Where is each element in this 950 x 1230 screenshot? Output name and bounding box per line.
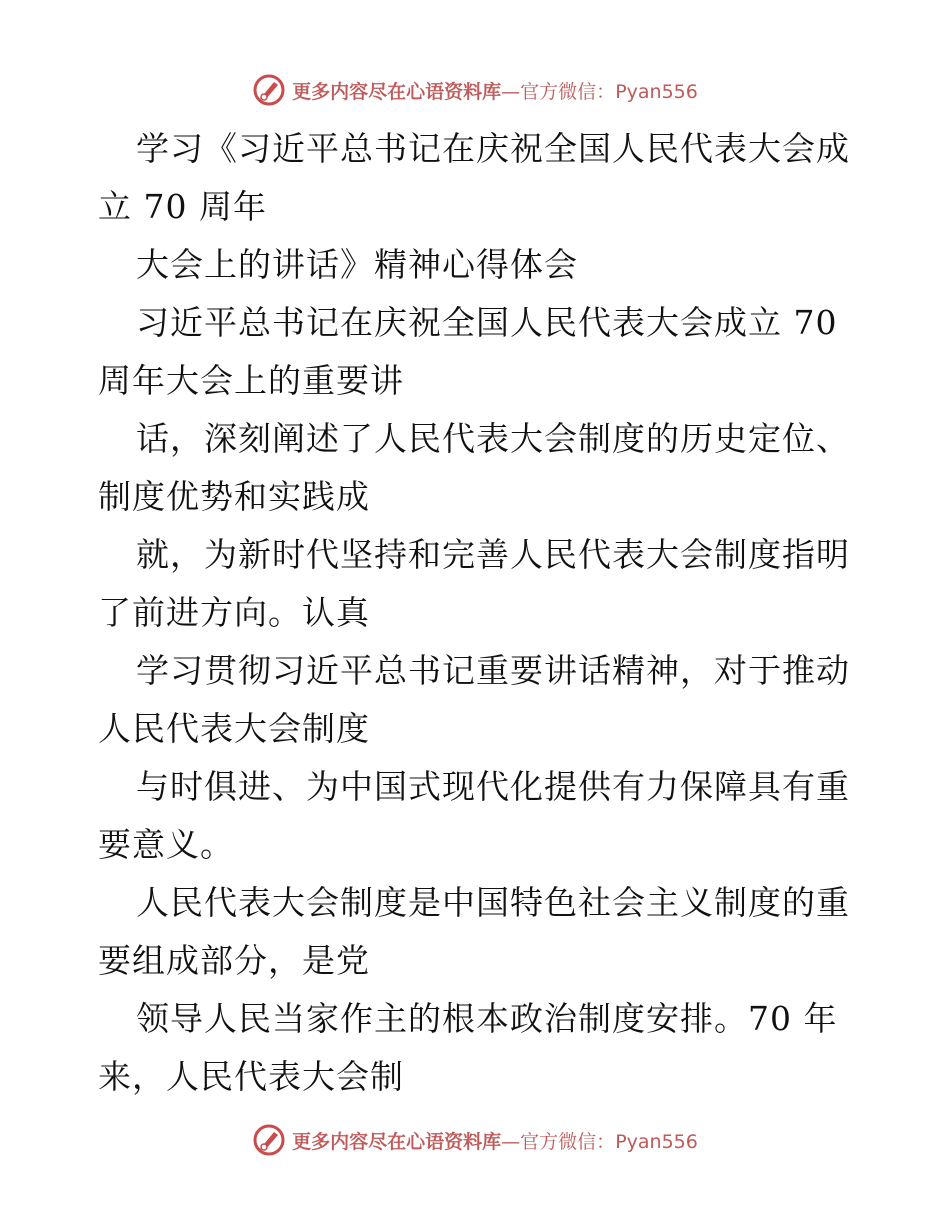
text-line: 立 70 周年: [98, 187, 267, 226]
watermark-text: [292, 1127, 698, 1154]
brush-logo-icon: [252, 1123, 286, 1157]
header-watermark: [0, 70, 950, 110]
text-line: 就，为新时代坚持和完善人民代表大会制度指明: [136, 535, 850, 574]
watermark-main-text: 更多内容尽在心语资料库: [292, 1130, 502, 1153]
text-line: 人民代表大会制度: [98, 709, 370, 748]
text-line: 话，深刻阐述了人民代表大会制度的历史定位、: [136, 419, 850, 458]
watermark-main-text: 更多内容尽在心语资料库: [292, 80, 502, 103]
brush-logo-icon: [252, 73, 286, 107]
text-line: 学习《习近平总书记在庆祝全国人民代表大会成: [136, 129, 850, 168]
document-body: [98, 120, 858, 1106]
text-line: 与时俱进、为中国式现代化提供有力保障具有重: [136, 767, 850, 806]
text-line: 人民代表大会制度是中国特色社会主义制度的重: [136, 883, 850, 922]
watermark-separator: —: [501, 80, 521, 103]
footer-watermark: [0, 1120, 950, 1160]
text-line: 大会上的讲话》精神心得体会: [136, 245, 578, 284]
text-line: 要组成部分，是党: [98, 941, 370, 980]
text-line: 制度优势和实践成: [98, 477, 370, 516]
text-line: 领导人民当家作主的根本政治制度安排。70 年: [136, 999, 838, 1038]
watermark-label: 官方微信：: [520, 1130, 616, 1153]
text-line: 学习贯彻习近平总书记重要讲话精神，对于推动: [136, 651, 850, 690]
text-line: 习近平总书记在庆祝全国人民代表大会成立 70: [136, 303, 838, 342]
watermark-label: 官方微信：: [520, 80, 616, 103]
text-line: 来，人民代表大会制: [98, 1057, 404, 1096]
text-line: 要意义。: [98, 825, 234, 864]
text-line: 了前进方向。认真: [98, 593, 370, 632]
watermark-wechat-id: Pyan556: [615, 80, 698, 103]
watermark-text: [292, 77, 698, 104]
watermark-separator: —: [501, 1130, 521, 1153]
text-line: 周年大会上的重要讲: [98, 361, 404, 400]
watermark-wechat-id: Pyan556: [615, 1130, 698, 1153]
